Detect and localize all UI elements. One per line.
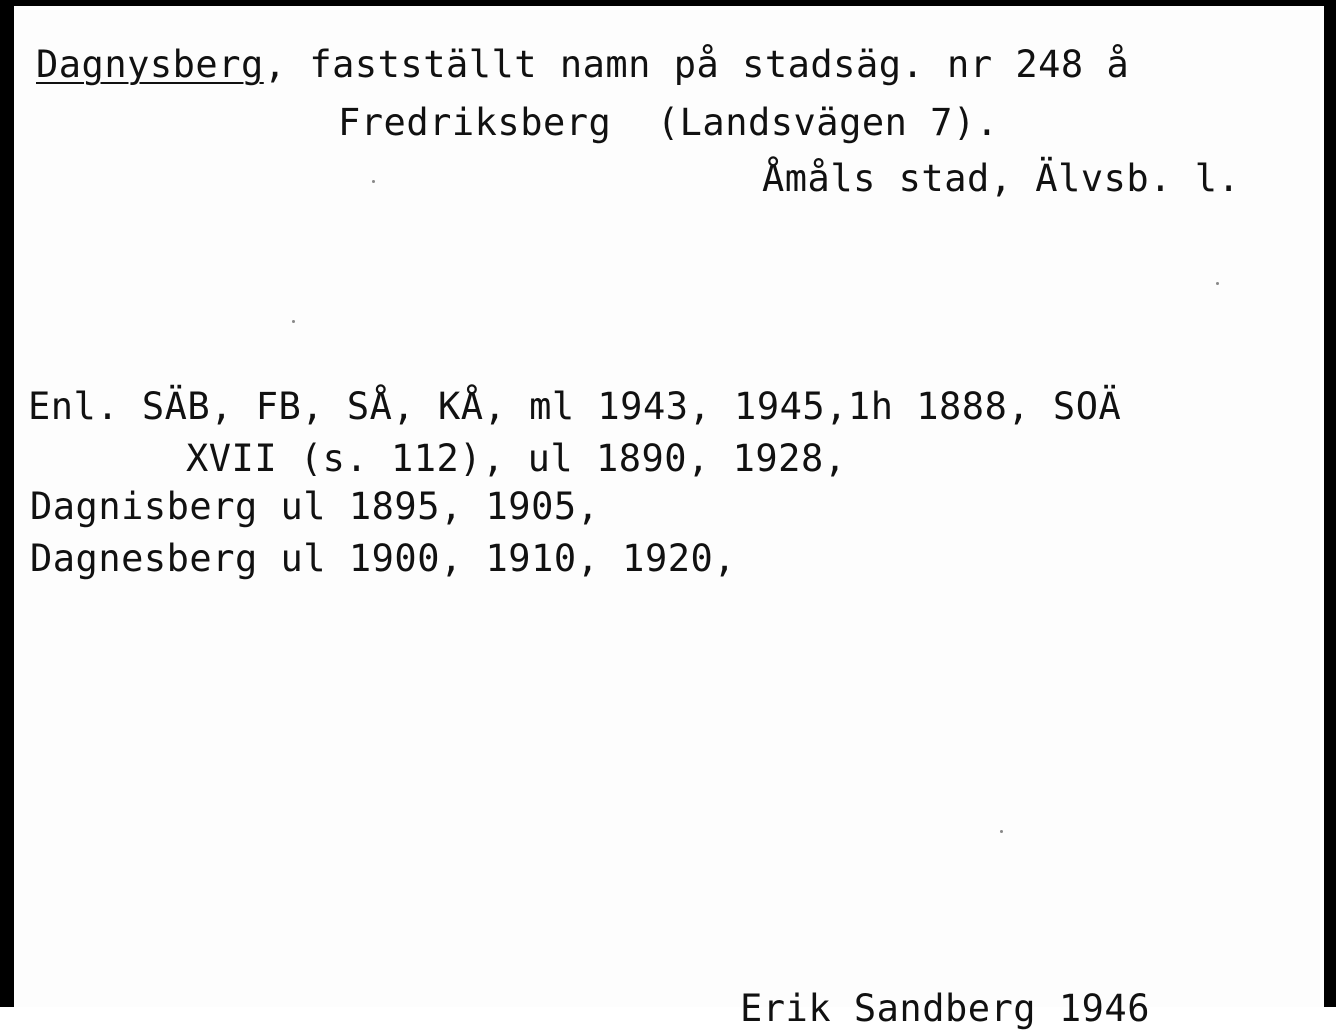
headword-description: fastställt namn på stadsäg. nr 248 å [286,43,1130,86]
sources-line-1: Enl. SÄB, FB, SÅ, KÅ, ml 1943, 1945,1h 1888, SOÄ [28,385,1122,428]
scan-speck [292,320,295,323]
signature-line: Erik Sandberg 1946 [740,987,1150,1030]
scan-speck [372,180,375,183]
sources-line-2: XVII (s. 112), ul 1890, 1928, [186,437,847,480]
location-line: Fredriksberg (Landsvägen 7). [338,101,999,144]
scan-edge-right [1324,0,1336,1007]
headword-separator: , [263,43,287,86]
scan-speck [1000,830,1003,833]
scan-edge-left [0,0,14,1007]
scan-edge-top [0,0,1336,6]
headword: Dagnysberg [36,43,264,86]
variant-line-1: Dagnisberg ul 1895, 1905, [30,485,600,528]
scan-speck [1216,282,1219,285]
municipality-line: Åmåls stad, Älvsb. l. [762,157,1241,200]
headword-line [36,43,1130,86]
variant-line-2: Dagnesberg ul 1900, 1910, 1920, [30,537,737,580]
